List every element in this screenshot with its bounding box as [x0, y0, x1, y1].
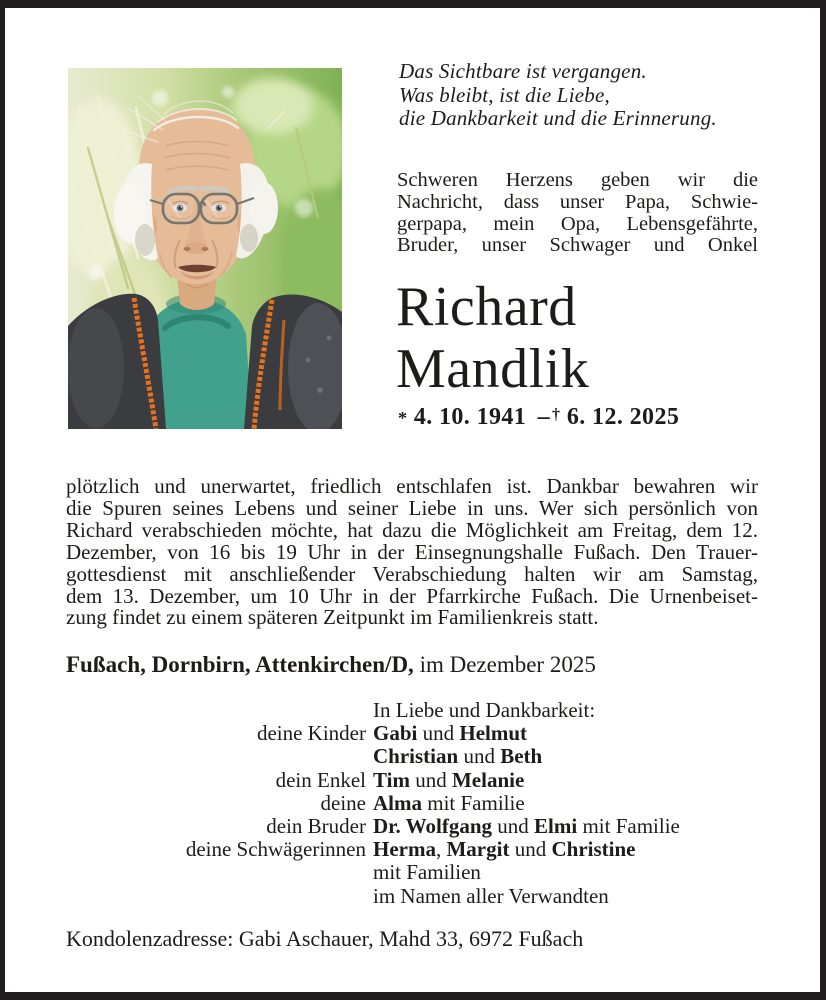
frame-right	[820, 0, 826, 1000]
closing-names: Gabi und Helmut	[373, 721, 528, 746]
death-symbol: †	[552, 406, 561, 423]
closing-relation-label: dein Bruder	[266, 814, 366, 839]
text-line: Das Sichtbare ist vergangen.	[399, 59, 647, 83]
text-line: gottesdienst mit anschließender Verabschiedung halten wir am Samstag,	[66, 561, 758, 586]
closing-names: Dr. Wolfgang und Elmi mit Familie	[373, 814, 680, 839]
text-line: die Dankbarkeit und die Erinnerung.	[399, 106, 717, 130]
closing-names: Alma mit Familie	[373, 790, 525, 815]
place-date-line	[66, 652, 596, 678]
text-line: Nachricht, dass unser Papa, Schwie-	[397, 190, 758, 213]
text-line: Bruder, unser Schwager und Onkel	[397, 234, 758, 257]
memorial-quote	[399, 60, 769, 131]
closing-list	[66, 699, 772, 908]
closing-relation-label	[66, 699, 373, 722]
life-dates	[398, 404, 679, 431]
closing-names: mit Familien	[373, 860, 481, 885]
closing-row	[66, 722, 772, 745]
text-line: zung findet zu einem späteren Zeitpunkt im Familienkreis statt.	[66, 605, 599, 630]
closing-row	[66, 745, 772, 768]
closing-relation-label: deine	[320, 790, 366, 815]
text-line: Schweren Herzens geben wir die	[397, 169, 758, 191]
closing-row	[66, 699, 772, 722]
date-separator: –	[537, 404, 551, 430]
frame-top	[0, 0, 826, 8]
closing-relation-label	[66, 885, 373, 908]
text-line: gerpapa, mein Opa, Lebensgefährte,	[397, 212, 758, 235]
closing-row	[66, 838, 772, 861]
text-line: plötzlich und unerwartet, friedlich entschlafen ist. Dankbar bewahren wir	[66, 474, 758, 498]
closing-names: Tim und Melanie	[373, 767, 525, 792]
birth-symbol: *	[398, 408, 408, 428]
closing-names: im Namen aller Verwandten	[373, 883, 609, 908]
deceased-last-name: Mandlik	[396, 338, 590, 400]
places-text: Fußach, Dornbirn, Attenkirchen/D,	[66, 652, 414, 677]
text-line: Dezember, von 16 bis 19 Uhr in der Einsegnungshalle Fußach. Den Trauer-	[66, 539, 758, 564]
closing-relation-label: dein Enkel	[275, 767, 366, 792]
closing-row	[66, 885, 772, 908]
closing-names: In Liebe und Dankbarkeit:	[373, 698, 596, 722]
text-line: die Spuren seines Lebens und seiner Liebe in uns. Wer sich persönlich von	[66, 495, 758, 520]
closing-relation-label	[66, 861, 373, 884]
closing-row	[66, 815, 772, 838]
deceased-first-name: Richard	[396, 276, 577, 338]
portrait-illustration	[68, 68, 342, 429]
closing-names: Herma, Margit und Christine	[373, 837, 636, 862]
frame-bottom	[0, 992, 826, 1000]
closing-relation-label: deine Schwägerinnen	[185, 837, 366, 862]
death-date: 6. 12. 2025	[566, 404, 680, 430]
text-line: Richard verabschieden möchte, hat dazu die Möglichkeit am Freitag, dem 12.	[66, 517, 758, 542]
closing-row	[66, 769, 772, 792]
portrait-photo	[68, 68, 342, 429]
closing-row	[66, 861, 772, 884]
closing-relation-label: deine Kinder	[256, 721, 366, 746]
closing-relation-label	[66, 745, 373, 768]
announcement-text	[397, 170, 758, 257]
closing-names: Christian und Beth	[373, 744, 543, 769]
funeral-details-text	[66, 476, 758, 629]
birth-date: 4. 10. 1941	[413, 404, 527, 430]
text-line: Was bleibt, ist die Liebe,	[399, 82, 610, 107]
condolence-address: Kondolenzadresse: Gabi Aschauer, Mahd 33, 6972 Fußach	[66, 926, 584, 951]
frame-left	[0, 0, 5, 1000]
deceased-name	[396, 276, 589, 400]
closing-row	[66, 792, 772, 815]
month-year-text: im Dezember 2025	[419, 652, 596, 677]
text-line: dem 13. Dezember, um 10 Uhr in der Pfarrkirche Fußach. Die Urnenbeiset-	[66, 583, 758, 608]
